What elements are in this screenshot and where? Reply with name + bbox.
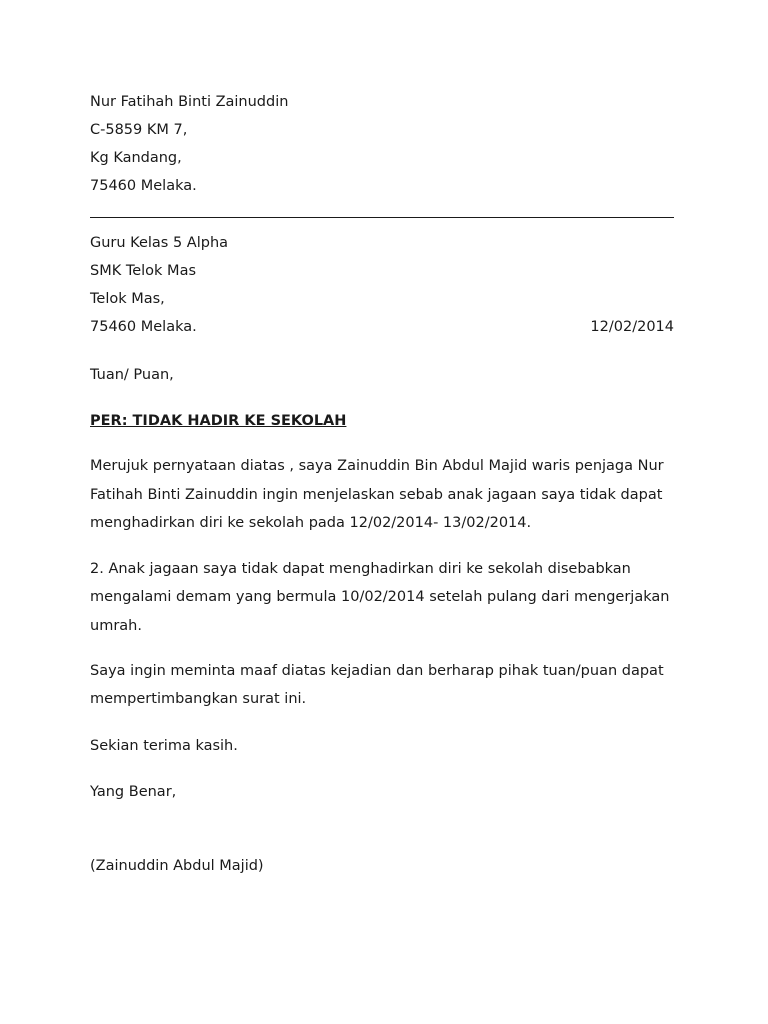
para1-line2: Fatihah Binti Zainuddin ingin menjelaskan sebab anak jagaan saya tidak dapat bbox=[90, 487, 663, 503]
para2-line1: 2. Anak jagaan saya tidak dapat menghadirkan diri ke sekolah disebabkan bbox=[90, 561, 631, 577]
signatory-name: (Zainuddin Abdul Majid) bbox=[90, 858, 264, 874]
sender-address-line3: 75460 Melaka. bbox=[90, 178, 197, 194]
para1-line3: menghadirkan diri ke sekolah pada 12/02/2014- 13/02/2014. bbox=[90, 515, 532, 531]
para3-line1: Saya ingin meminta maaf diatas kejadian dan berharap pihak tuan/puan dapat bbox=[90, 663, 664, 679]
letter-date: 12/02/2014 bbox=[590, 319, 674, 335]
thanks-line: Sekian terima kasih. bbox=[90, 738, 238, 754]
para1-line1: Merujuk pernyataan diatas , saya Zainuddin Bin Abdul Majid waris penjaga Nur bbox=[90, 458, 664, 474]
sender-address-line2: Kg Kandang, bbox=[90, 150, 182, 166]
recipient-line3: Telok Mas, bbox=[90, 291, 165, 307]
salutation: Tuan/ Puan, bbox=[90, 367, 174, 383]
recipient-line1: Guru Kelas 5 Alpha bbox=[90, 235, 229, 251]
para2-line3: umrah. bbox=[90, 618, 142, 634]
para3-line2: mempertimbangkan surat ini. bbox=[90, 691, 307, 707]
subject-line: PER: TIDAK HADIR KE SEKOLAH bbox=[90, 413, 347, 429]
closing-line: Yang Benar, bbox=[90, 784, 177, 800]
sender-name: Nur Fatihah Binti Zainuddin bbox=[90, 94, 289, 110]
sender-address-line1: C-5859 KM 7, bbox=[90, 122, 188, 138]
recipient-line4: 75460 Melaka. bbox=[90, 319, 197, 335]
separator-line bbox=[90, 217, 674, 218]
recipient-line2: SMK Telok Mas bbox=[90, 263, 197, 279]
para2-line2: mengalami demam yang bermula 10/02/2014 setelah pulang dari mengerjakan bbox=[90, 589, 670, 605]
